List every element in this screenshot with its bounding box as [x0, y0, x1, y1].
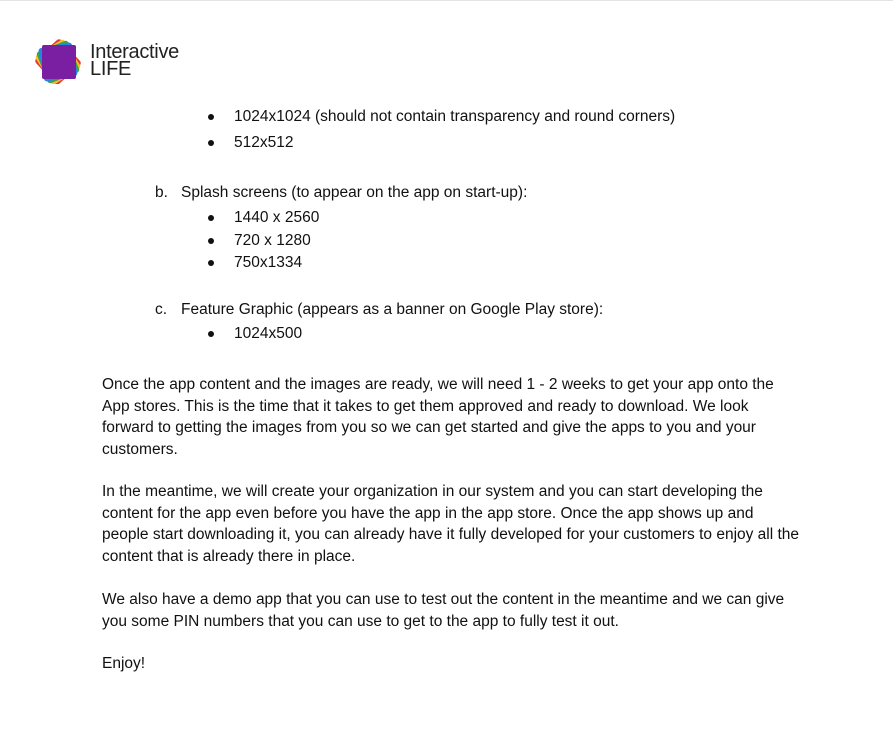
section-b-letter: b. [155, 184, 168, 201]
splash-size-list [208, 207, 319, 275]
paragraph-timeline: Once the app content and the images are ready, we will need 1 - 2 weeks to get your app onto the App stores. This is the time that it takes to get them approved and ready to download. We look forward to getting the images from you so we can get started and give the apps to you and your customers. [102, 376, 774, 458]
logo-wordmark [90, 41, 179, 80]
list-item: 1440 x 2560 [208, 207, 319, 230]
logo-stacked-squares-icon [24, 32, 86, 84]
section-c-letter: c. [155, 301, 168, 318]
paragraph-demo-app: We also have a demo app that you can use to test out the content in the meantime and we can give you some PIN numbers that you can use to get to the app to fully test it out. [102, 591, 785, 630]
list-item: 750x1334 [208, 252, 319, 275]
list-item: 720 x 1280 [208, 230, 319, 253]
paragraph-closing: Enjoy! [102, 655, 146, 672]
feature-graphic-size-list [208, 323, 302, 346]
paragraph-meantime: In the meantime, we will create your organization in our system and you can start developing the content for the app even before you have the app in the app store. Once the app shows up and people start downloading it, you can already have it fully developed for your customers to enjoy all the content that is already there in place. [102, 483, 800, 565]
logo-line-1: Interactive [90, 41, 179, 63]
logo-line-2: LIFE [90, 58, 132, 80]
section-c-title: Feature Graphic (appears as a banner on Google Play store): [181, 301, 604, 318]
list-item: 1024x1024 (should not contain transparency and round corners) [208, 106, 675, 129]
section-b-heading [155, 182, 527, 204]
icon-size-list [208, 106, 675, 154]
list-item: 1024x500 [208, 323, 302, 346]
page-top-border [0, 0, 893, 1]
list-item: 512x512 [208, 132, 675, 155]
interactive-life-logo [24, 32, 204, 84]
section-c-heading [155, 299, 603, 321]
section-b-title: Splash screens (to appear on the app on start-up): [181, 184, 528, 201]
